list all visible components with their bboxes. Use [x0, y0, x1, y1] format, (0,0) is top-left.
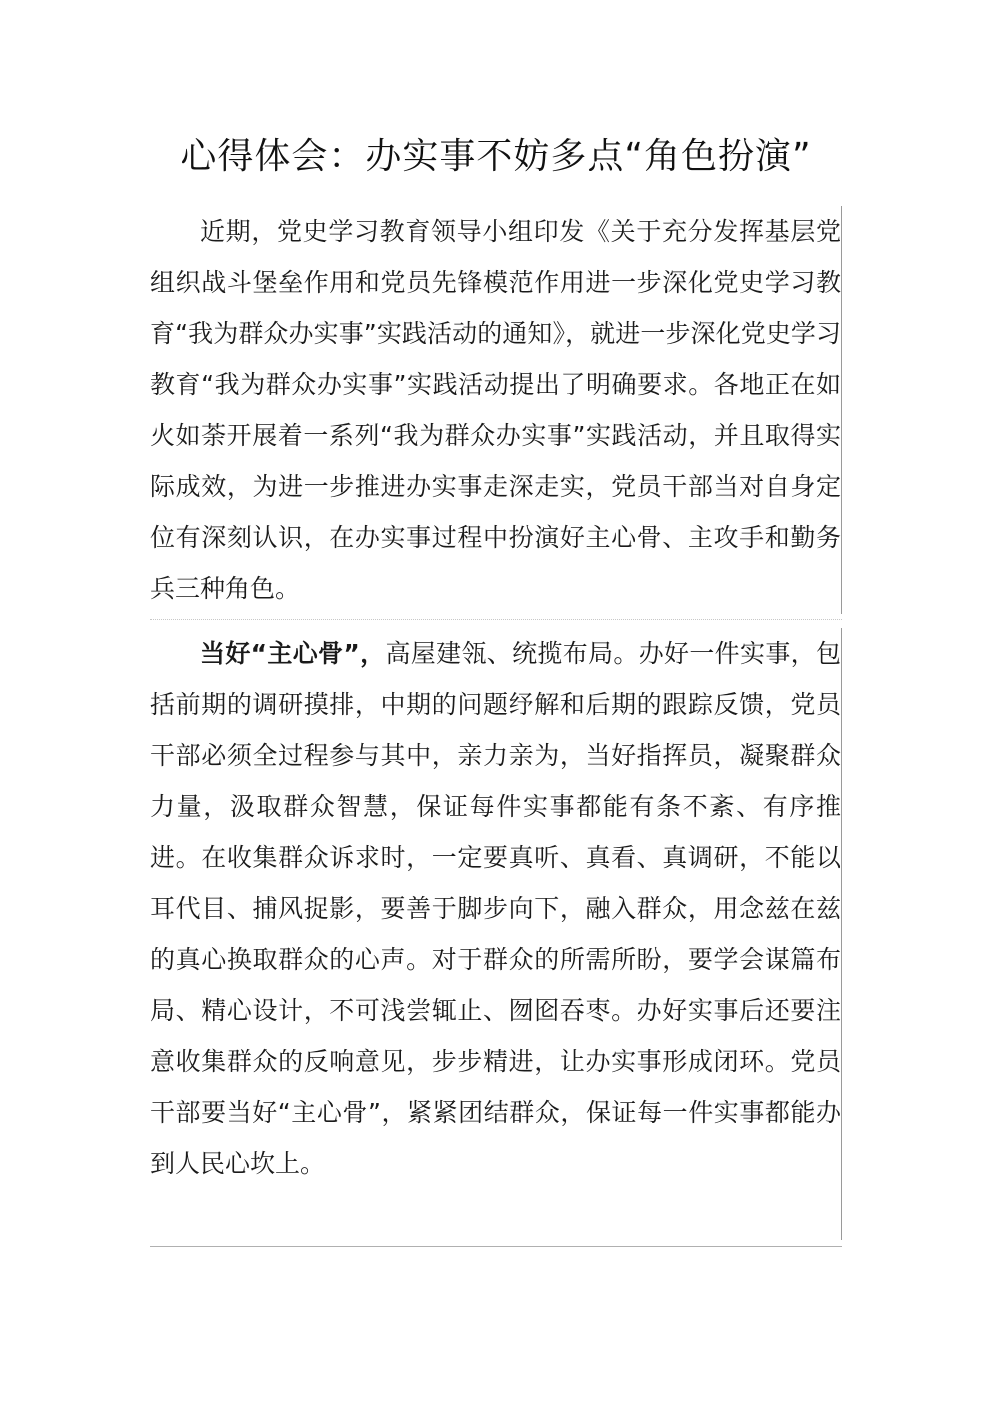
paragraph-2	[150, 628, 842, 1240]
paragraph-1: 近期，党史学习教育领导小组印发《关于充分发挥基层党组织战斗堡垒作用和党员先锋模范作用进一步深化党史学习教育“我为群众办实事”实践活动的通知》，就进一步深化党史学习教育“我为群众办实事”实践活动提出了明确要求。各地正在如火如荼开展着一系列“我为群众办实事”实践活动，并且取得实际成效，为进一步推进办实事走深走实，党员干部当对自身定位有深刻认识，在办实事过程中扮演好主心骨、主攻手和勤务兵三种角色。	[150, 206, 842, 614]
document-title: 心得体会：办实事不妨多点“角色扮演”	[180, 136, 812, 177]
paragraph-divider	[150, 619, 842, 620]
paragraph-2-lead: 当好“主心骨”，	[200, 639, 386, 668]
paragraph-2-body: 高屋建瓴、统揽布局。办好一件实事，包括前期的调研摸排，中期的问题纾解和后期的跟踪反馈，党员干部必须全过程参与其中，亲力亲为，当好指挥员，凝聚群众力量，汲取群众智慧，保证每件实事都能有条不紊、有序推进。在收集群众诉求时，一定要真听、真看、真调研，不能以耳代目、捕风捉影，要善于脚步向下，融入群众，用念兹在兹的真心换取群众的心声。对于群众的所需所盼，要学会谋篇布局、精心设计，不可浅尝辄止、囫囵吞枣。办好实事后还要注意收集群众的反响意见，步步精进，让办实事形成闭环。党员干部要当好“主心骨”，紧紧团结群众，保证每一件实事都能办到人民心坎上。	[150, 639, 841, 1178]
bottom-rule	[150, 1246, 842, 1247]
